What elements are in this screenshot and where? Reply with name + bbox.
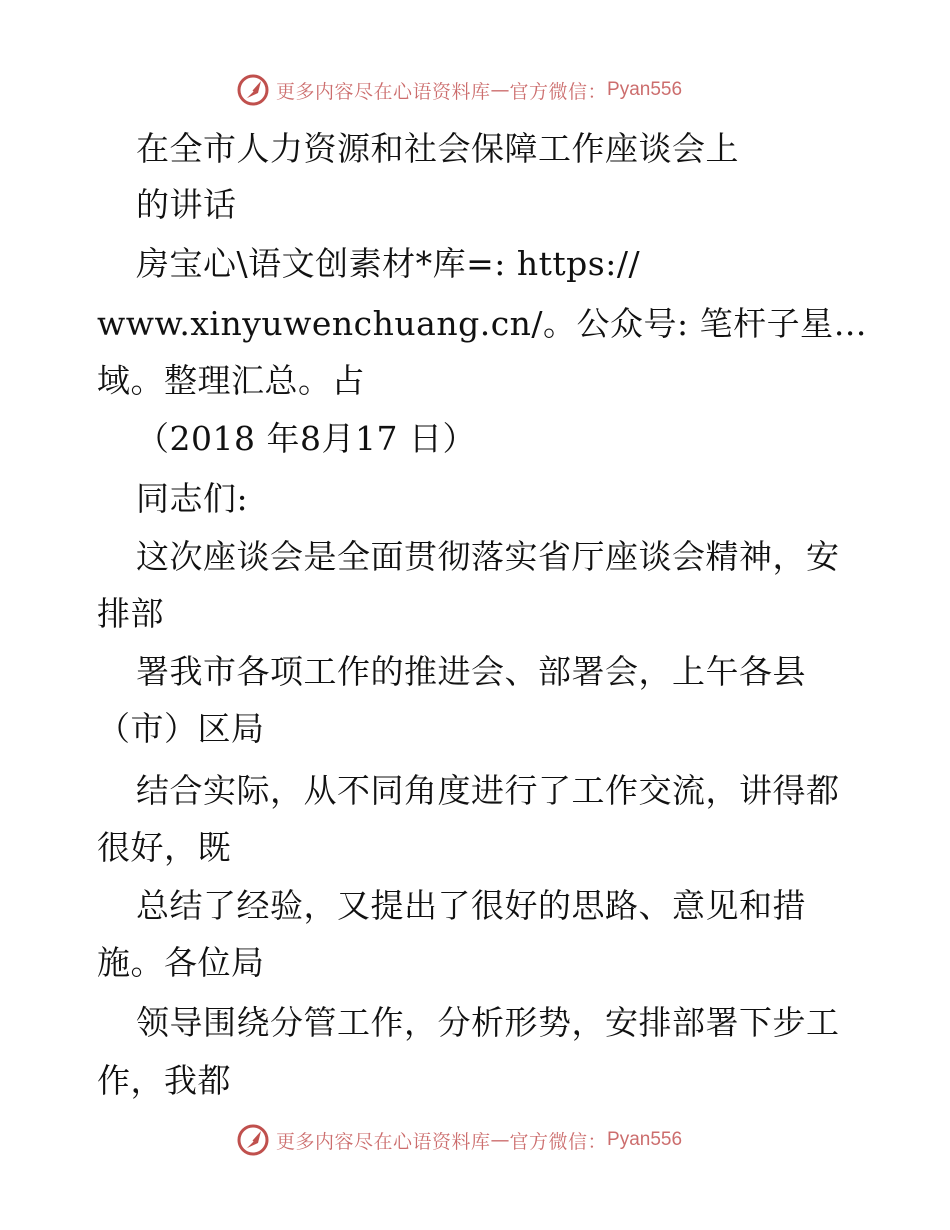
- quill-logo-icon: [236, 73, 270, 107]
- source-line-2: www.xinyuwenchuang.cn/。公众号: 笔杆子星…: [97, 304, 868, 343]
- paragraph-line: 施。各位局: [97, 943, 265, 982]
- footer-watermark-banner: [236, 1122, 682, 1158]
- banner-main-text: 更多内容尽在心语资料库: [276, 1130, 491, 1153]
- paragraph-line: 总结了经验，又提出了很好的思路、意见和措: [136, 886, 806, 925]
- source-line-1: 房宝心\语文创素材*库=: https://: [136, 244, 641, 283]
- banner-wechat-id: Pyan556: [607, 79, 683, 100]
- banner-main-text: 更多内容尽在心语资料库: [276, 80, 491, 103]
- paragraph-line: 作，我都: [97, 1061, 231, 1100]
- salutation: 同志们:: [136, 479, 249, 518]
- paragraph-line: 很好，既: [97, 828, 231, 867]
- paragraph-line: 结合实际，从不同角度进行了工作交流，讲得都: [136, 771, 840, 810]
- title-line-2: 的讲话: [136, 185, 237, 224]
- header-watermark-banner: [236, 72, 682, 108]
- banner-dash: —: [490, 1129, 510, 1151]
- banner-wechat-id: Pyan556: [607, 1129, 683, 1150]
- paragraph-line: 领导围绕分管工作，分析形势，安排部署下步工: [136, 1003, 840, 1042]
- paragraph-line: （市）区局: [97, 709, 265, 748]
- banner-wechat-label: 官方微信：: [509, 1130, 608, 1153]
- paragraph-line: 排部: [97, 594, 164, 633]
- paragraph-line: 这次座谈会是全面贯彻落实省厅座谈会精神，安: [136, 537, 840, 576]
- paragraph-line: 署我市各项工作的推进会、部署会，上午各县: [136, 652, 806, 691]
- title-line-1: 在全市人力资源和社会保障工作座谈会上: [136, 129, 739, 168]
- source-line-3: 域。整理汇总。占: [97, 361, 365, 400]
- banner-wechat-label: 官方微信：: [509, 80, 608, 103]
- banner-dash: —: [490, 79, 510, 101]
- quill-logo-icon: [236, 1123, 270, 1157]
- date-line: （2018 年8月17 日）: [136, 419, 476, 458]
